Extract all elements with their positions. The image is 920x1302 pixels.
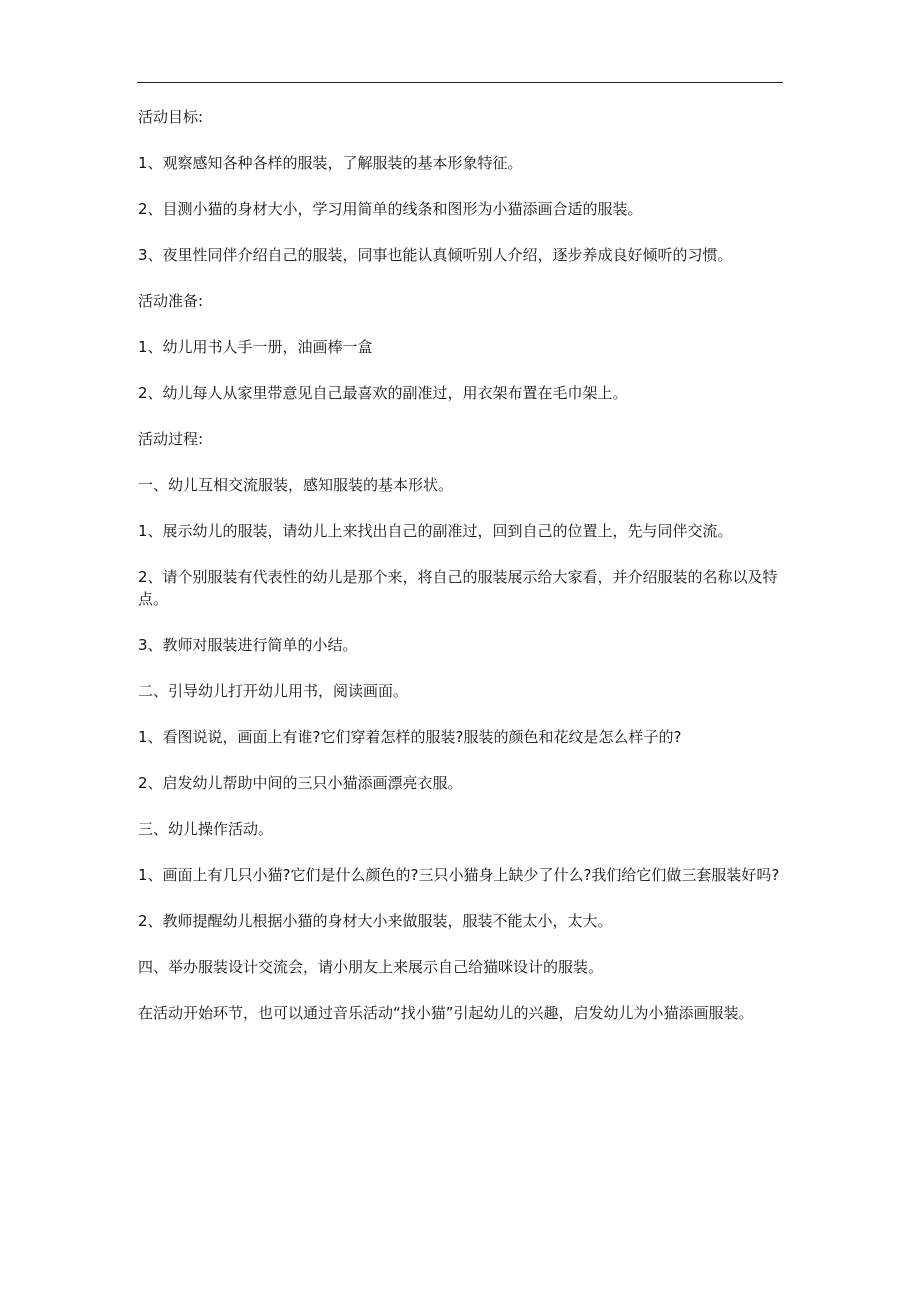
- process-step-3-item-1: 1、画面上有几只小猫?它们是什么颜色的?三只小猫身上缺少了什么?我们给它们做三套服装好吗?: [138, 866, 780, 884]
- process-step-3-item-2: 2、教师提醒幼儿根据小猫的身材大小来做服装，服装不能太小，太大。: [138, 912, 613, 930]
- process-step-1-item-1: 1、展示幼儿的服装，请幼儿上来找出自己的副准过，回到自己的位置上，先与同伴交流。: [138, 522, 733, 540]
- header-rule: [137, 82, 783, 83]
- preparation-item-2: 2、幼儿每人从家里带意见自己最喜欢的副准过，用衣架布置在毛巾架上。: [138, 384, 628, 402]
- process-step-4-heading: 四、举办服装设计交流会，请小朋友上来展示自己给猫咪设计的服装。: [138, 958, 604, 976]
- process-step-2-heading: 二、引导幼儿打开幼儿用书，阅读画面。: [138, 682, 409, 700]
- goal-item-2: 2、目测小猫的身材大小，学习用简单的线条和图形为小猫添画合适的服装。: [138, 200, 643, 218]
- process-step-2-item-1: 1、看图说说，画面上有谁?它们穿着怎样的服装?服装的颜色和花纹是怎么样子的?: [138, 728, 682, 746]
- process-step-3-heading: 三、幼儿操作活动。: [138, 820, 274, 838]
- process-step-1-item-2: 2、请个别服装有代表性的幼儿是那个来，将自己的服装展示给大家看，并介绍服装的名称以及特点。: [138, 568, 778, 608]
- document-body: [138, 106, 784, 1048]
- process-step-1-item-3: 3、教师对服装进行简单的小结。: [138, 636, 358, 654]
- process-step-1-heading: 一、幼儿互相交流服装，感知服装的基本形状。: [138, 476, 454, 494]
- goal-item-1: 1、观察感知各种各样的服装，了解服装的基本形象特征。: [138, 154, 523, 172]
- section-heading-goals: 活动目标:: [138, 108, 204, 126]
- section-heading-process: 活动过程:: [138, 430, 204, 448]
- process-step-2-item-2: 2、启发幼儿帮助中间的三只小猫添画漂亮衣服。: [138, 774, 463, 792]
- section-heading-preparation: 活动准备:: [138, 292, 204, 310]
- goal-item-3: 3、夜里性同伴介绍自己的服装，同事也能认真倾听别人介绍，逐步养成良好倾听的习惯。: [138, 246, 733, 264]
- preparation-item-1: 1、幼儿用书人手一册，油画棒一盒: [138, 338, 373, 356]
- closing-note: 在活动开始环节，也可以通过音乐活动“找小猫”引起幼儿的兴趣，启发幼儿为小猫添画服装。: [138, 1004, 754, 1022]
